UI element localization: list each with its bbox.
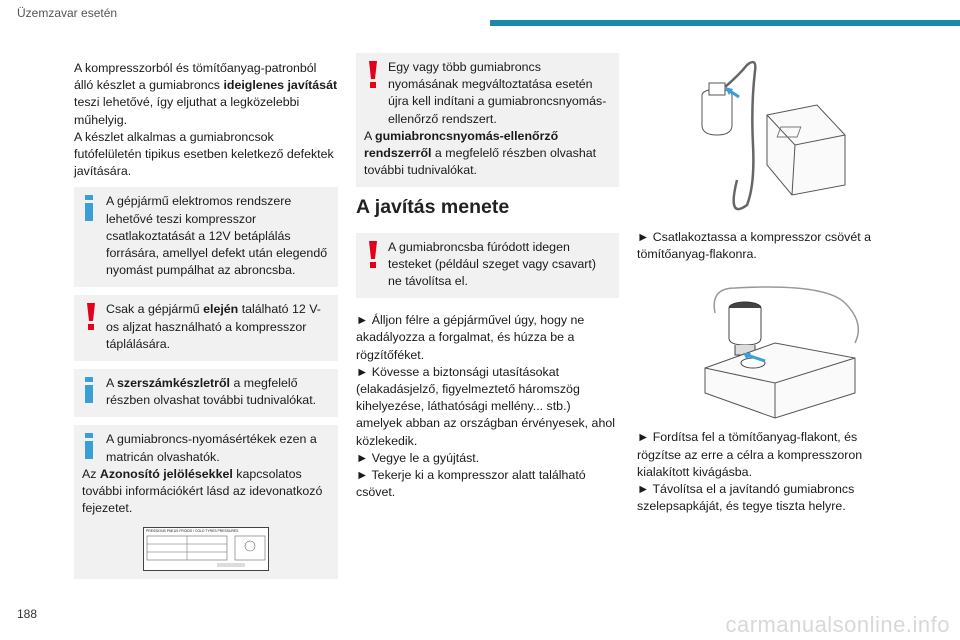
info-box-electrical: A gépjármű elektromos rendszere lehetővé teszi kompresszor csatlakoztatását a 12V betáplálás forrására, amellyel defekt után elegendő nyomást pumpálhat az abroncsba. [74, 187, 338, 287]
info-icon [82, 433, 96, 461]
warning-box-foreign-objects: A gumiabroncsba fúródott idegen testeket (például szeget vagy csavart) ne távolítsa el. [356, 233, 619, 299]
step-safety: ► Kövesse a biztonsági utasításokat (elakadásjelző, figyelmeztető háromszög kihelyezése, láthatósági mellény... stb.) amelyek abban az országban érvényesek, ahol közlekedik. [356, 364, 615, 448]
warning-exclamation-icon [364, 241, 382, 269]
step-unroll-hose: ► Tekerje ki a kompresszor alatt található csövet. [356, 468, 586, 500]
column-1 [74, 60, 338, 587]
info-box-pressure-label: A gumiabroncs-nyomásértékek ezen a matricán olvashatók. Az Azonosító jelölésekkel kapcsolatos további információkért lásd az idevonatkozó fejezetet. PRESSIONS PNEUS FROIDS / COLD TYRES PRESSURES [74, 425, 338, 579]
step-mount-bottle: ► Fordítsa fel a tömítőanyag-flakont, és rögzítse az erre a célra a kompresszoron kialakított kivágásba. [637, 430, 863, 479]
info-box-toolkit: A szerszámkészletről a megfelelő részben olvashat további tudnivalókat. [74, 369, 338, 417]
column-3 [637, 55, 903, 515]
page-header-title: Üzemzavar esetén [17, 6, 118, 20]
info-icon [82, 377, 96, 405]
step-park: ► Álljon félre a gépjárművel úgy, hogy ne akadályozza a forgalmat, és húzza be a rögzítőféket. [356, 313, 585, 362]
tyre-pressure-label-image [143, 527, 269, 571]
step-ignition: ► Vegye le a gyújtást. [356, 450, 480, 465]
warning-box-tpms: Egy vagy több gumiabroncs nyomásának megváltoztatása esetén újra kell indítani a gumiabroncsnyomás-ellenőrző rendszert. A gumiabroncsnyomás-ellenőrző rendszerről a megfelelő részben olvashat további tudnivalókat. [356, 53, 619, 187]
compressor-hose-illustration [667, 55, 847, 225]
warning-exclamation-icon [82, 303, 100, 331]
intro-paragraph: A kompresszorból és tömítőanyag-patronból álló készlet a gumiabroncs ideiglenes javítását teszi lehetővé, így eljuthat a legközelebbi műhelyig. A készlet alkalmas a gumiabroncsok futófelületén tipikus esetben keletkező defektek javítására. [74, 61, 338, 179]
header-accent-bar [490, 20, 960, 26]
warning-box-socket: Csak a gépjármű elején található 12 V-os aljzat használható a kompresszor táplálására. [74, 295, 338, 361]
page-number: 188 [17, 607, 38, 621]
watermark: carmanualsonline.info [725, 612, 950, 637]
warning-exclamation-icon [364, 61, 382, 89]
section-heading: A javítás menete [356, 196, 510, 219]
step-remove-valve-cap: ► Távolítsa el a javítandó gumiabroncs szelepsapkáját, és tegye tiszta helyre. [637, 482, 855, 514]
label-caption: PRESSIONS PNEUS FROIDS / COLD TYRES PRESSURES [146, 529, 239, 534]
bottle-mount-illustration [695, 283, 865, 423]
info-icon [82, 195, 96, 223]
step-connect-hose: ► Csatlakoztassa a kompresszor csövét a tömítőanyag-flakonra. [637, 230, 872, 262]
column-2 [356, 53, 619, 501]
